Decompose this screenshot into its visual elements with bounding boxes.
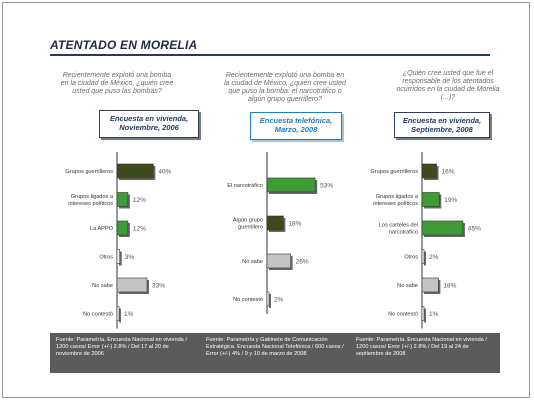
category-label: No contestó	[388, 311, 418, 318]
panel-1-chart	[50, 150, 200, 330]
category-label: Grupos guerrilleros	[65, 169, 113, 175]
bar	[117, 193, 128, 207]
category-label: Los carteles del	[378, 222, 418, 229]
panel-1-question: Recientemente explotó una bomba en la ciudad de México, ¿quién cree usted que puso las bombas?	[60, 72, 174, 95]
bar	[267, 292, 269, 306]
slide-title: ATENTADO EN MORELIA	[50, 38, 198, 52]
panel-2-footer: Fuente: Parametría y Gabinete de Comunicación Estratégica. Encuesta Nacional Telefónica / 600 casos / Error (+/-) 4% / 9 y 10 de marzo de 2008	[200, 333, 350, 373]
panel-2-subtitle: Encuesta telefónica, Marzo, 2008	[250, 112, 342, 140]
data-label: 18%	[443, 282, 457, 290]
bar	[422, 193, 439, 207]
title-underline	[50, 54, 490, 56]
category-label: El narcotráfico	[227, 183, 263, 189]
data-label: 16%	[441, 168, 455, 176]
category-label: intereses políticos	[68, 201, 113, 207]
bar	[267, 254, 291, 268]
panel-3-footer: Fuente: Parametría. Encuesta Nacional en vivienda / 1200 casos/ Error (+/-) 2.8% / Del 19 al 24 de septiembre de 2008	[350, 333, 500, 373]
category-label: Grupos ligados a	[70, 194, 113, 200]
data-label: 2%	[274, 296, 284, 304]
bar	[422, 278, 438, 292]
panel-2-question: Recientemente explotó una bomba en la ciudad de México, ¿quién cree usted que puso la bomba: el narcotráfico o algún grupo guerrillero?	[224, 72, 346, 103]
bar	[422, 307, 424, 321]
category-label: Algún grupo	[232, 217, 263, 224]
bar	[117, 278, 147, 292]
category-label: Grupos ligados a	[375, 194, 418, 200]
category-label: Grupos guerrilleros	[370, 169, 418, 175]
bar	[422, 221, 463, 235]
category-label: narcotráfico	[388, 229, 418, 236]
data-label: 1%	[124, 311, 134, 318]
data-label: 33%	[152, 282, 166, 290]
category-label: Otros	[404, 254, 418, 261]
bar-shadow	[119, 309, 121, 323]
bar	[267, 178, 315, 192]
panel-3-subtitle: Encuesta en vivienda, Septiembre, 2008	[394, 112, 490, 138]
panel-2-chart	[200, 150, 350, 330]
category-label: No contestó	[83, 311, 113, 318]
data-label: 18%	[288, 220, 302, 228]
data-label: 12%	[132, 197, 146, 204]
data-label: 12%	[132, 225, 146, 233]
bar	[117, 164, 153, 178]
data-label: 1%	[429, 311, 439, 318]
category-label: Otros	[99, 254, 113, 261]
bar	[117, 221, 128, 235]
data-label: 40%	[158, 168, 172, 176]
bar	[422, 250, 424, 264]
panel-3-chart	[350, 150, 500, 330]
data-label: 2%	[429, 254, 439, 261]
bar	[117, 307, 119, 321]
panel-3-question: ¿Quién cree usted que fue el responsable de los atentados ocurridos en la ciudad de Morelia (...)?	[396, 70, 500, 101]
category-label: No sabe	[242, 259, 263, 265]
panel-1-subtitle: Encuesta en vivienda, Noviembre, 2006	[99, 110, 199, 138]
data-label: 3%	[124, 254, 135, 261]
category-label: intereses políticos	[373, 201, 418, 207]
category-label: guerrillero	[238, 224, 263, 231]
data-label: 53%	[320, 182, 334, 190]
bar	[422, 164, 437, 178]
data-label: 26%	[295, 258, 309, 266]
category-label: No contestó	[233, 297, 263, 303]
category-label: La APPO	[89, 226, 113, 232]
bar	[117, 250, 120, 264]
category-label: No sabe	[92, 283, 113, 289]
data-label: 19%	[444, 197, 458, 204]
panel-1-footer: Fuente: Parametría. Encuesta Nacional en vivienda / 1200 casos/ Error (+/-) 2.8% / Del 17 al 20 de noviembre de 2006	[50, 333, 200, 373]
category-label: No sabe	[397, 283, 418, 289]
data-label: 45%	[467, 225, 481, 233]
bar	[267, 216, 283, 230]
